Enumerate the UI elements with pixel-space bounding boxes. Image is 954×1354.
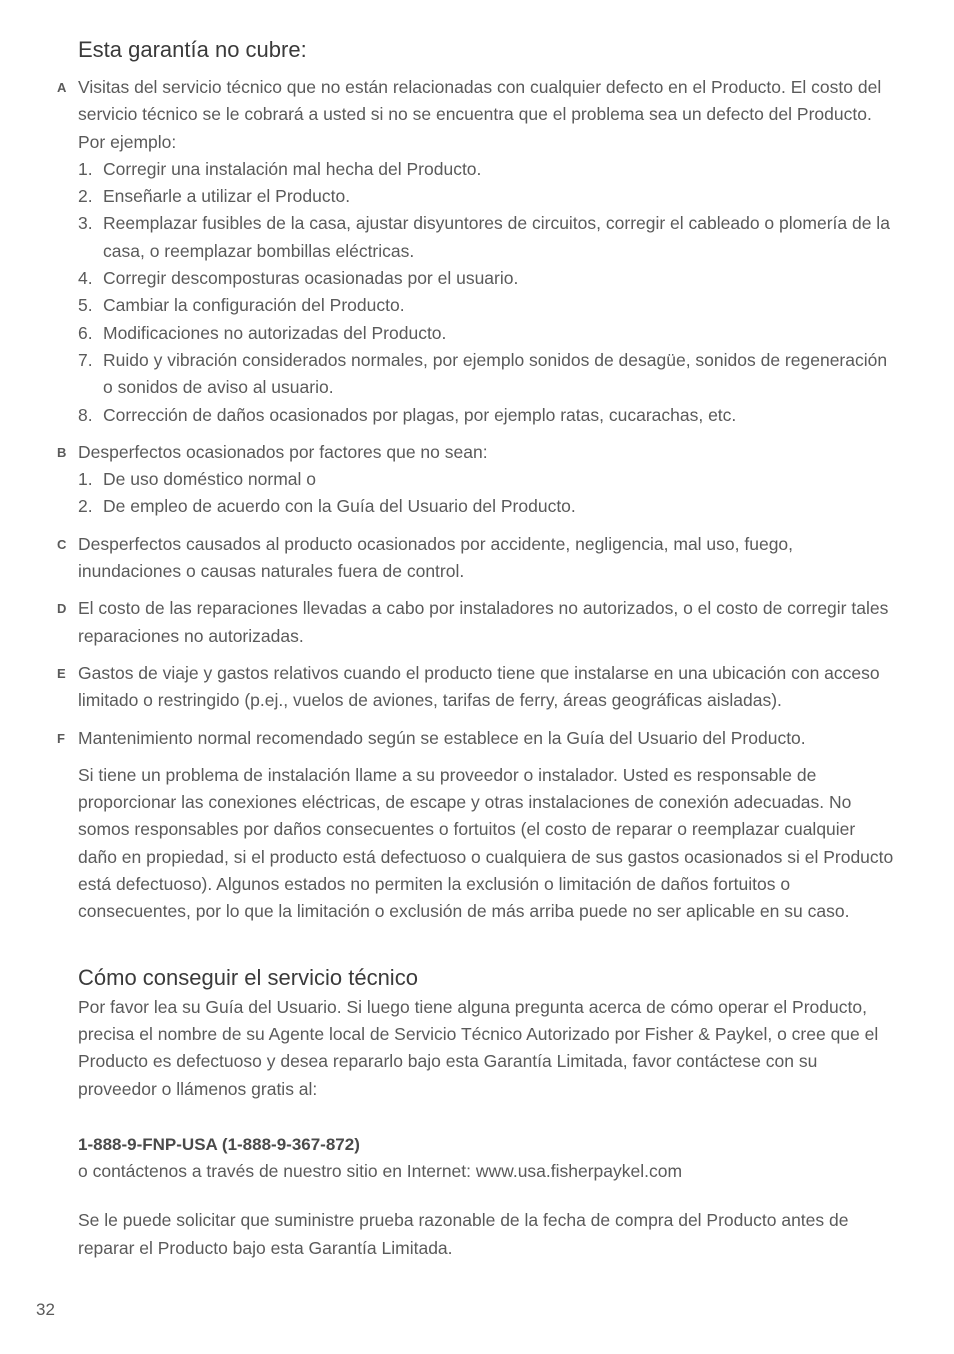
section-marker: D [57, 601, 67, 617]
service-heading: Cómo conseguir el servicio técnico [78, 964, 418, 990]
numbered-list [78, 156, 898, 429]
section-text: Desperfectos causados al producto ocasionados por accidente, negligencia, mal uso, fuego, inundaciones o causas naturales fuera de control. [78, 533, 794, 582]
numbered-list [78, 466, 898, 521]
list-item [78, 402, 898, 429]
list-number: 2. [78, 496, 93, 517]
list-number: 8. [78, 404, 93, 425]
section-marker: E [57, 665, 66, 681]
list-item [78, 292, 898, 319]
list-item [78, 347, 898, 402]
list-item [78, 265, 898, 292]
website-text: o contáctenos a través de nuestro sitio en Internet: www.usa.fisherpaykel.com [78, 1161, 683, 1182]
section-title: Esta garantía no cubre: [78, 37, 307, 62]
list-text: Corrección de daños ocasionados por plagas, por ejemplo ratas, cucarachas, etc. [103, 404, 737, 425]
exclusion-e [57, 660, 898, 715]
list-item [78, 320, 898, 347]
list-number: 6. [78, 322, 93, 343]
liability-paragraph: Si tiene un problema de instalación llame a su proveedor o instalador. Usted es responsable de proporcionar las conexiones eléctricas, de escape y otras instalaciones de conexión adecuadas. No somos responsables por daños consecuentes o fortuitos (el costo de reparar o reemplazar cualquier daño en propiedad, si el producto está defectuoso o cualquiera de sus gastos ocasionados si el Producto está defectuoso). Algunos estados no permiten la exclusión o limitación de daños fortuitos o consecuentes, por lo que la limitación o exclusión de más arriba puede no ser aplicable en su caso. [78, 764, 894, 922]
list-text: Reemplazar fusibles de la casa, ajustar disyuntores de circuitos, corregir el cableado o plomería de la casa, o reemplazar bombillas eléctricas. [103, 213, 890, 261]
spacer [78, 1185, 898, 1207]
list-number: 5. [78, 295, 93, 316]
section-marker: F [57, 730, 65, 746]
section-text: Mantenimiento normal recomendado según se establece en la Guía del Usuario del Producto. [78, 727, 806, 748]
exclusion-a [57, 74, 898, 429]
list-number: 1. [78, 469, 93, 490]
list-text: Enseñarle a utilizar el Producto. [103, 186, 351, 207]
exclusion-f [57, 725, 898, 752]
list-text: Corregir una instalación mal hecha del Producto. [103, 158, 482, 179]
list-number: 4. [78, 268, 93, 289]
list-text: De uso doméstico normal o [103, 469, 317, 490]
section-text: Gastos de viaje y gastos relativos cuando el producto tiene que instalarse en una ubicación con acceso limitado o restringido (p.ej., vuelos de aviones, tarifas de ferry, áreas geográficas aisladas). [78, 662, 880, 711]
list-text: Cambiar la configuración del Producto. [103, 295, 405, 316]
section-marker: A [57, 80, 67, 95]
section-marker: B [57, 444, 67, 460]
section-text: El costo de las reparaciones llevadas a cabo por instaladores no autorizados, o el costo de corregir tales reparaciones no autorizadas. [78, 598, 889, 646]
exclusion-d [57, 595, 898, 650]
list-text: Corregir descomposturas ocasionadas por el usuario. [103, 268, 519, 289]
page-content [57, 36, 898, 1262]
exclusion-c [57, 531, 898, 586]
list-item [78, 493, 898, 520]
page-number: 32 [36, 1300, 55, 1319]
list-item [78, 156, 898, 183]
proof-of-purchase: Se le puede solicitar que suministre prueba razonable de la fecha de compra del Producto antes de reparar el Producto bajo esta Garantía Limitada. [78, 1210, 849, 1258]
list-item [78, 210, 898, 265]
section-text: Visitas del servicio técnico que no están relacionadas con cualquier defecto en el Producto. El costo del servicio técnico se le cobrará a usted si no se encuentra que el problema sea un defecto del Producto. Por ejemplo: [78, 77, 882, 152]
exclusion-b [57, 439, 898, 521]
phone-number: 1-888-9-FNP-USA (1-888-9-367-872) [78, 1134, 360, 1154]
list-number: 1. [78, 158, 93, 179]
section-marker: C [57, 536, 67, 552]
list-text: Ruido y vibración considerados normales, por ejemplo sonidos de desagüe, sonidos de regeneración o sonidos de aviso al usuario. [103, 349, 888, 398]
section-text: Desperfectos ocasionados por factores que no sean: [78, 441, 488, 462]
list-text: De empleo de acuerdo con la Guía del Usuario del Producto. [103, 496, 576, 517]
service-intro: Por favor lea su Guía del Usuario. Si luego tiene alguna pregunta acerca de cómo operar el Producto, precisa el nombre de su Agente local de Servicio Técnico Autorizado por Fisher & Paykel, o cree que el Producto es defectuoso y desea repararlo bajo esta Garantía Limitada, favor contáctese con su proveedor o llámenos gratis al: [78, 996, 879, 1099]
list-item [78, 183, 898, 210]
list-number: 2. [78, 186, 93, 207]
list-number: 3. [78, 213, 93, 234]
list-text: Modificaciones no autorizadas del Producto. [103, 322, 447, 343]
list-item [78, 466, 898, 493]
list-number: 7. [78, 349, 93, 370]
